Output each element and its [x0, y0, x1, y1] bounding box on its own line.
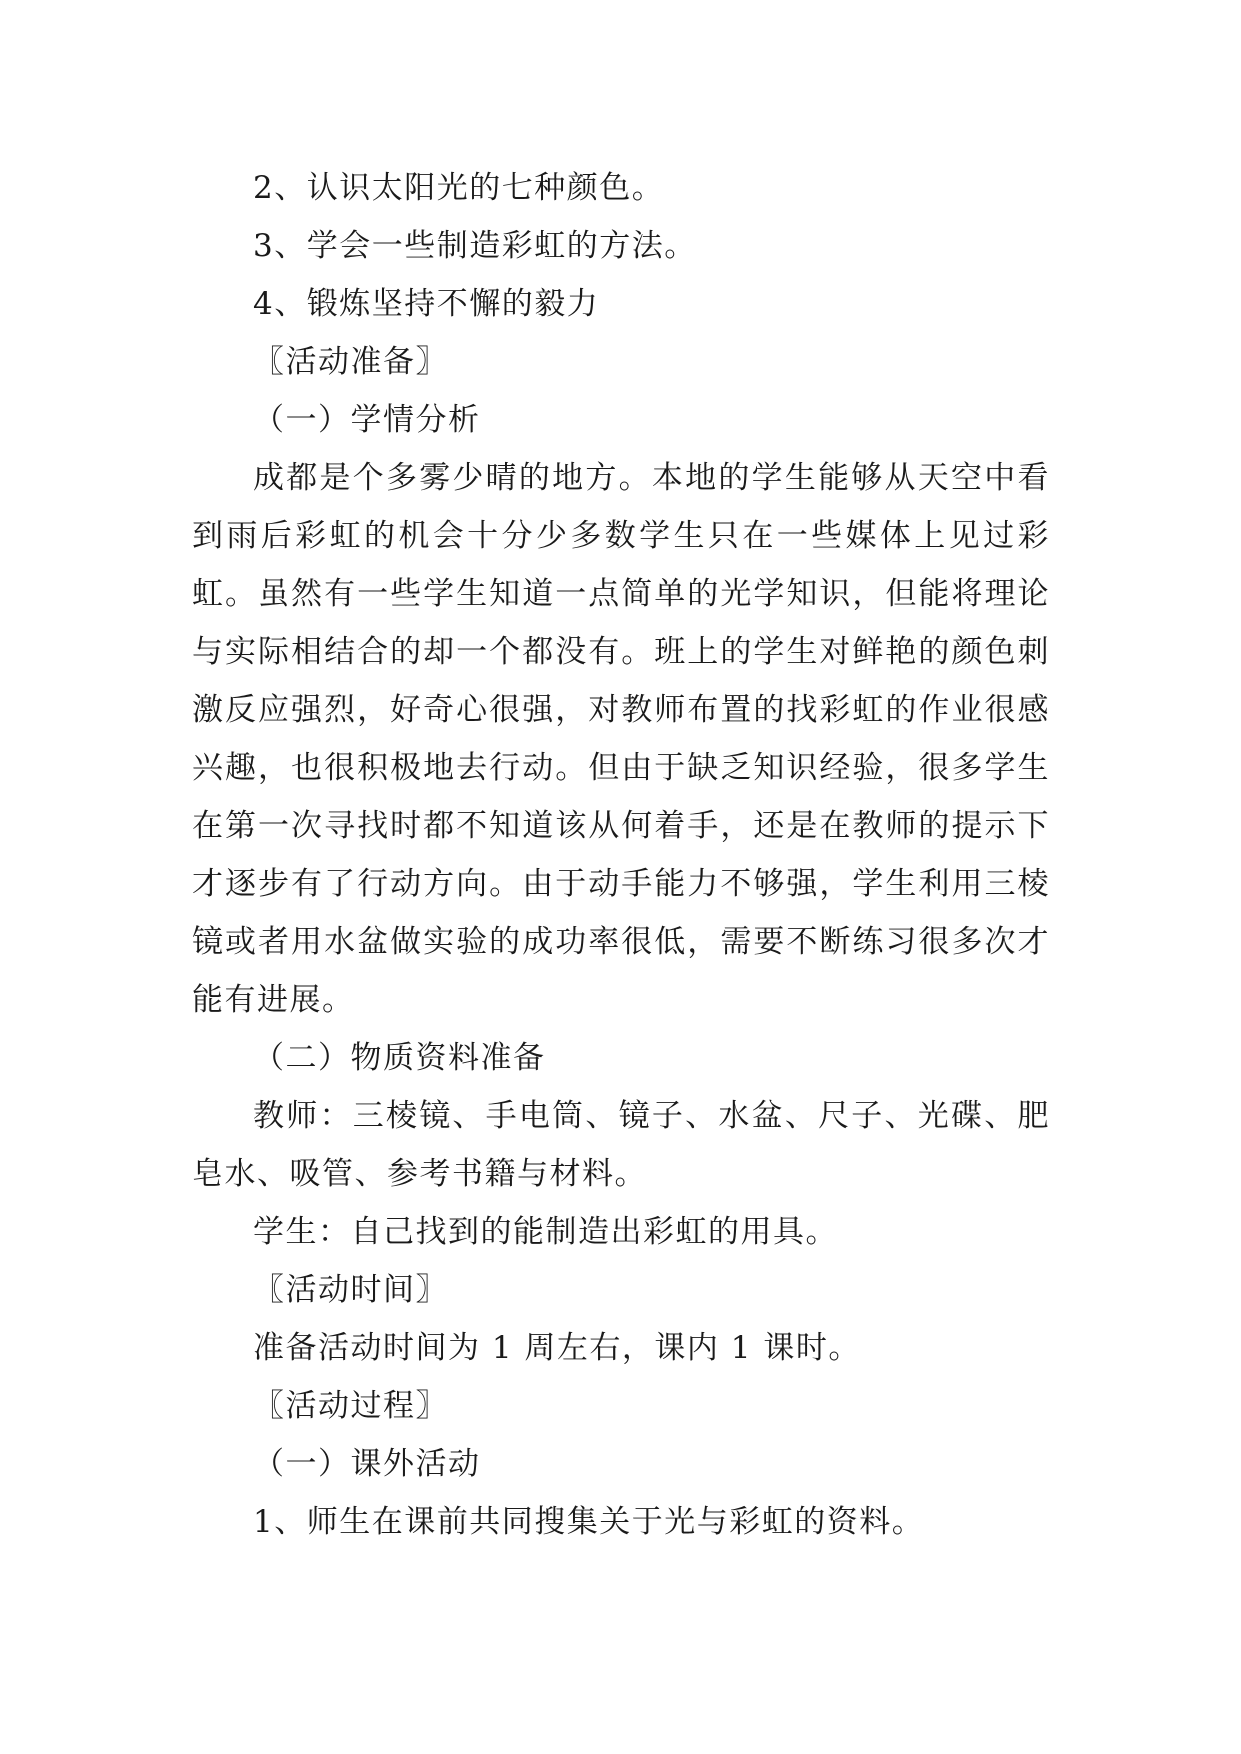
objective-2: 2、认识太阳光的七种颜色。 [253, 170, 665, 206]
paragraph-line: 兴趣，也很积极地去行动。但由于缺乏知识经验，很多学生 [192, 750, 1050, 786]
paragraph-line: 激反应强烈，好奇心很强，对教师布置的找彩虹的作业很感 [192, 692, 1050, 728]
paragraph-line: 与实际相结合的却一个都没有。班上的学生对鲜艳的颜色刺 [192, 634, 1050, 670]
heading-activity-time: 〖活动时间〗 [253, 1272, 448, 1308]
paragraph-line: 才逐步有了行动方向。由于动手能力不够强，学生利用三棱 [192, 866, 1050, 902]
teacher-materials-line: 皂水、吸管、参考书籍与材料。 [192, 1156, 647, 1192]
objective-4: 4、锻炼坚持不懈的毅力 [253, 286, 600, 322]
subheading-outdoor-activity: （一）课外活动 [253, 1446, 481, 1482]
objective-3: 3、学会一些制造彩虹的方法。 [253, 228, 697, 264]
paragraph-line: 能有进展。 [192, 982, 355, 1018]
paragraph-line: 镜或者用水盆做实验的成功率很低，需要不断练习很多次才 [192, 924, 1050, 960]
teacher-materials-line: 教师：三棱镜、手电筒、镜子、水盆、尺子、光碟、肥 [253, 1098, 1050, 1134]
paragraph-line: 虹。虽然有一些学生知道一点简单的光学知识，但能将理论 [192, 576, 1050, 612]
heading-activity-preparation: 〖活动准备〗 [253, 344, 448, 380]
student-materials-line: 学生：自己找到的能制造出彩虹的用具。 [253, 1214, 838, 1250]
heading-activity-process: 〖活动过程〗 [253, 1388, 448, 1424]
paragraph-line: 在第一次寻找时都不知道该从何着手，还是在教师的提示下 [192, 808, 1050, 844]
paragraph-line: 成都是个多雾少晴的地方。本地的学生能够从天空中看 [253, 460, 1050, 496]
process-step-1: 1、师生在课前共同搜集关于光与彩虹的资料。 [253, 1504, 925, 1540]
subheading-materials: （二）物质资料准备 [253, 1040, 546, 1076]
subheading-student-analysis: （一）学情分析 [253, 402, 481, 438]
activity-time-text: 准备活动时间为 1 周左右，课内 1 课时。 [253, 1330, 861, 1366]
paragraph-line: 到雨后彩虹的机会十分少多数学生只在一些媒体上见过彩 [192, 518, 1050, 554]
